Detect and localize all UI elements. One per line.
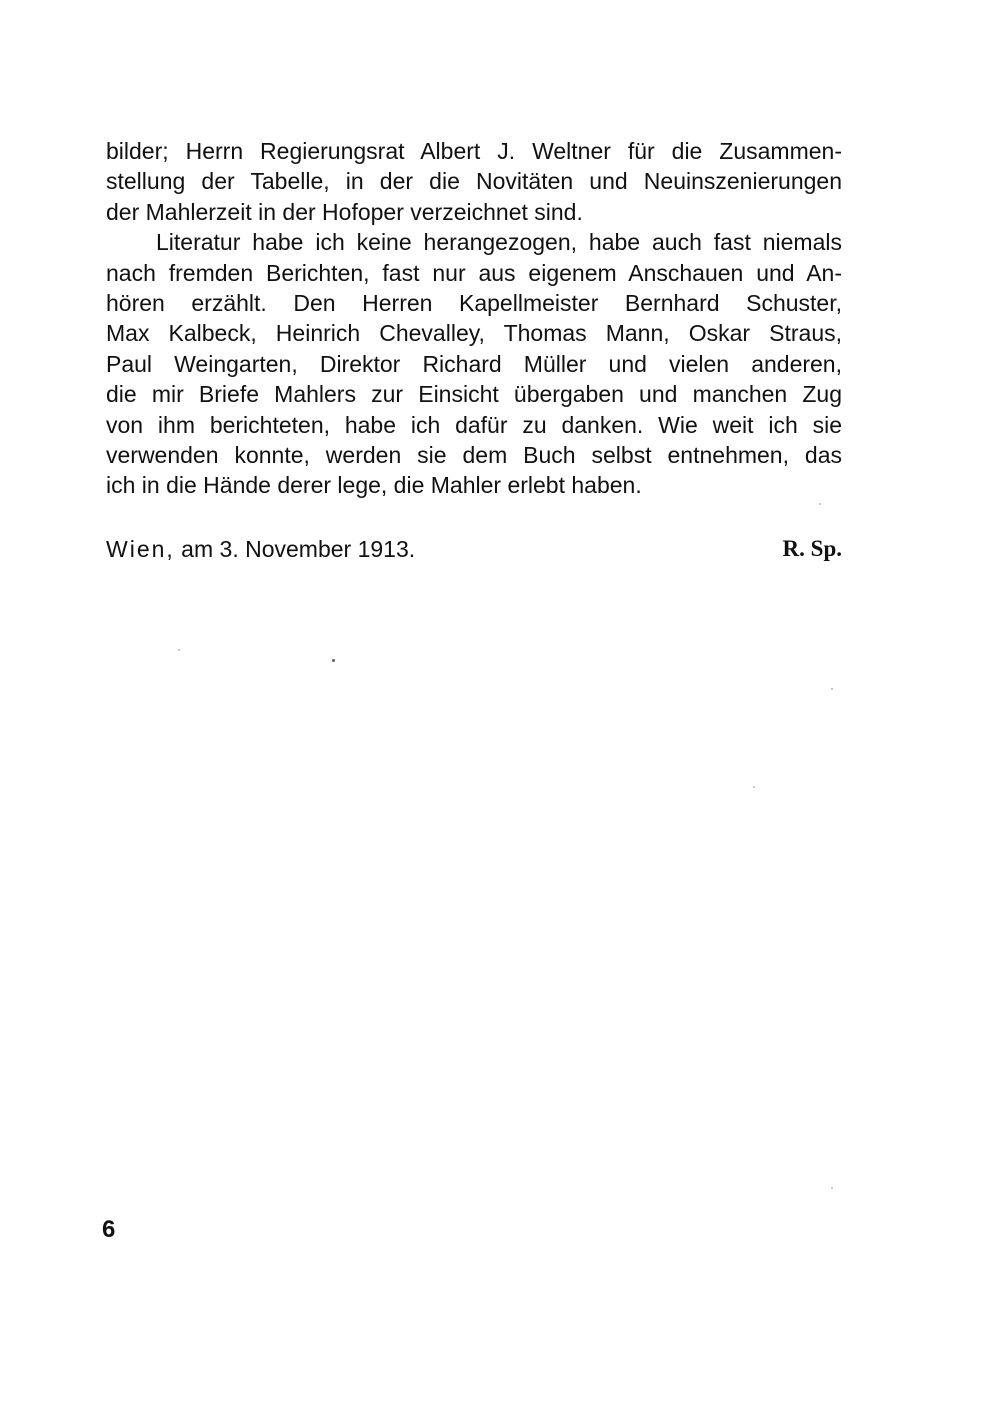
text-line-3: der Mahlerzeit in der Hofoper verzeichnet sind. — [106, 198, 583, 225]
text-line-9: die mir Briefe Mahlers zur Einsicht übergaben und manchen Zug — [106, 381, 842, 408]
place-date — [106, 533, 415, 565]
date: am 3. November 1913. — [174, 536, 416, 562]
place: Wien, — [106, 536, 175, 562]
text-line-1: bilder; Herrn Regierungsrat Albert J. Weltner für die Zusammen- — [106, 138, 842, 164]
scan-speck — [178, 649, 180, 651]
text-line-10: von ihm berichteten, habe ich dafür zu danken. Wie weit ich sie — [106, 411, 842, 438]
scan-speck — [831, 688, 833, 690]
text-line-4: Literatur habe ich keine herangezogen, habe auch fast niemals — [156, 229, 842, 256]
body-text — [106, 136, 842, 501]
scan-speck — [753, 786, 755, 788]
scan-speck — [831, 1187, 833, 1189]
page-number: 6 — [102, 1216, 116, 1243]
text-line-6: hören erzählt. Den Herren Kapellmeister Bernhard Schuster, — [106, 290, 842, 317]
text-line-2: stellung der Tabelle, in der die Novitäten und Neuinszenierungen — [106, 168, 842, 195]
text-line-11: verwenden konnte, werden sie dem Buch selbst entnehmen, das — [106, 442, 842, 469]
signoff — [106, 533, 842, 565]
scan-speck — [332, 659, 335, 662]
scan-speck — [819, 503, 821, 505]
text-line-5: nach fremden Berichten, fast nur aus eigenem Anschauen und An- — [106, 259, 842, 286]
text-line-12: ich in die Hände derer lege, die Mahler erlebt haben. — [106, 472, 642, 499]
author-initials: R. Sp. — [782, 536, 842, 561]
text-line-7: Max Kalbeck, Heinrich Chevalley, Thomas Mann, Oskar Straus, — [106, 320, 842, 347]
text-line-8: Paul Weingarten, Direktor Richard Müller und vielen anderen, — [106, 350, 842, 377]
